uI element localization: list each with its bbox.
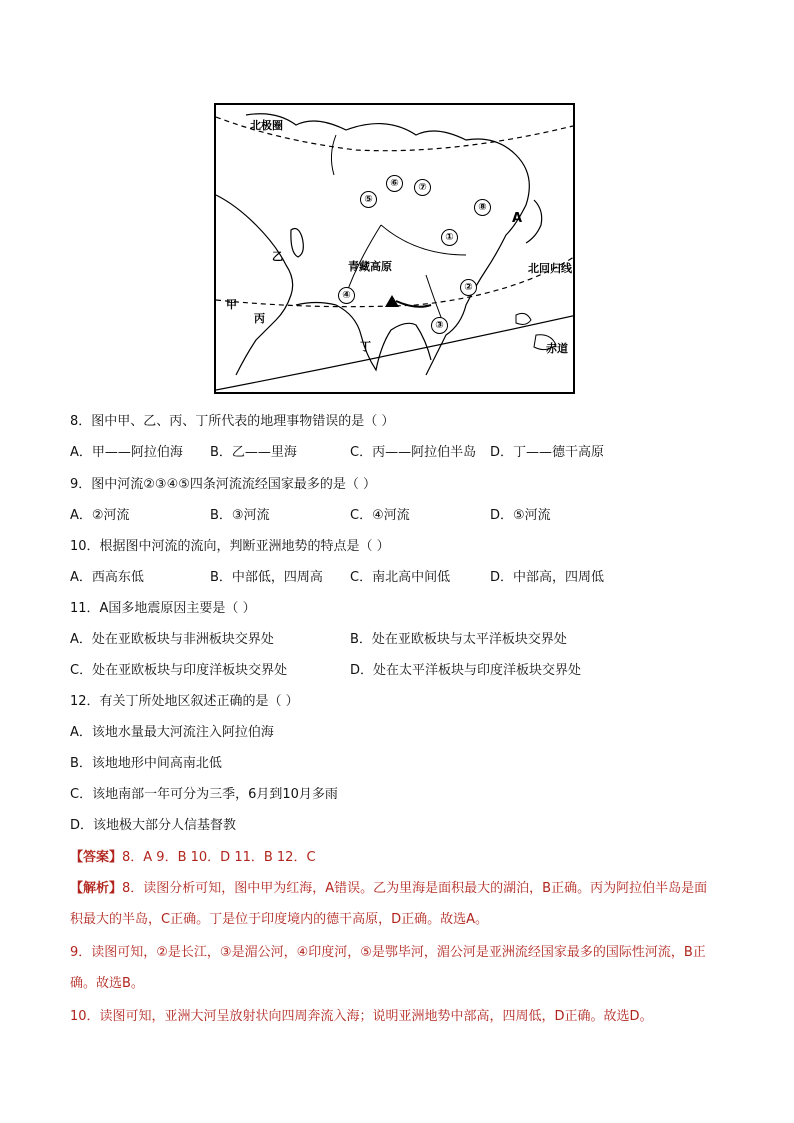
q10-option-c: C．南北高中间低: [350, 570, 451, 585]
qingzang-plateau-label: 青藏高原: [348, 260, 392, 273]
q12-option-a: A．该地水量最大河流注入阿拉伯海: [70, 725, 274, 740]
explanation-10: 10．读图可知，亚洲大河呈放射状向四周奔流入海；说明亚洲地势中部高，四周低，D正确。故选D。: [70, 1009, 653, 1024]
equator-label: 赤道: [546, 342, 568, 355]
river-marker-7: ⑦: [414, 179, 431, 196]
q10-option-d: D．中部高，四周低: [490, 570, 605, 585]
q10-option-b: B．中部低，四周高: [210, 570, 323, 585]
q12-option-b: B．该地地形中间高南北低: [70, 756, 222, 771]
river-marker-6: ⑥: [386, 175, 403, 192]
explanation-tag: 【解析】: [70, 881, 123, 896]
q11-option-c: C．处在亚欧板块与印度洋板块交界处: [70, 663, 288, 678]
ding-label: 丁: [360, 340, 371, 353]
q8-option-c: C．丙——阿拉伯半岛: [350, 445, 477, 460]
yi-label: 乙: [272, 250, 283, 263]
answer-line: [70, 849, 316, 867]
question-9-stem: 9．图中河流②③④⑤四条河流流经国家最多的是（ ）: [70, 477, 377, 492]
q12-option-d: D．该地极大部分人信基督教: [70, 818, 237, 833]
explanation-8: [70, 873, 720, 935]
q12-option-c: C．该地南部一年可分为三季，6月到10月多雨: [70, 787, 338, 802]
q8-option-a: A．甲——阿拉伯海: [70, 445, 183, 460]
river-marker-8: ⑧: [474, 199, 491, 216]
river-marker-2: ②: [460, 279, 477, 296]
q11-option-d: D．处在太平洋板块与印度洋板块交界处: [350, 663, 582, 678]
river-marker-4: ④: [338, 287, 355, 304]
q9-option-a: A．②河流: [70, 508, 130, 523]
q11-option-b: B．处在亚欧板块与太平洋板块交界处: [350, 632, 567, 647]
jia-label: 甲: [226, 298, 237, 311]
answer-tag: 【答案】: [70, 850, 123, 865]
q9-option-b: B．③河流: [210, 508, 270, 523]
explanation-9: 9．读图可知，②是长江，③是湄公河，④印度河，⑤是鄂毕河，湄公河是亚洲流经国家最多的国际性河流，B正确。故选B。: [70, 945, 706, 991]
river-marker-5: ⑤: [360, 191, 377, 208]
question-10-stem: 10．根据图中河流的流向，判断亚洲地势的特点是（ ）: [70, 539, 390, 554]
q9-option-d: D．⑤河流: [490, 508, 551, 523]
q8-option-b: B．乙——里海: [210, 445, 297, 460]
question-12-stem: 12．有关丁所处地区叙述正确的是（ ）: [70, 694, 299, 709]
q9-option-c: C．④河流: [350, 508, 410, 523]
country-A-label: A: [512, 211, 523, 226]
bing-label: 丙: [254, 312, 265, 325]
river-marker-1: ①: [441, 229, 458, 246]
river-marker-3: ③: [431, 317, 448, 334]
question-8-stem: 8．图中甲、乙、丙、丁所代表的地理事物错误的是（ ）: [70, 414, 395, 429]
q11-option-a: A．处在亚欧板块与非洲板块交界处: [70, 632, 274, 647]
asia-map: [214, 103, 575, 394]
q10-option-a: A．西高东低: [70, 570, 144, 585]
question-11-stem: 11．A国多地震原因主要是（ ）: [70, 601, 256, 616]
tropic-of-cancer-label: 北回归线: [528, 262, 572, 275]
map-drawing: [216, 105, 575, 394]
q8-option-d: D．丁——德干高原: [490, 445, 605, 460]
answer-text: 8．A 9．B 10．D 11．B 12．C: [122, 850, 316, 865]
explanation-8-text: 8．读图分析可知，图中甲为红海，A错误。乙为里海是面积最大的湖泊，B正确。丙为阿拉伯半岛是面积最大的半岛，C正确。丁是位于印度境内的德干高原，D正确。故选A。: [70, 881, 708, 927]
arctic-circle-label: 北极圈: [250, 119, 283, 132]
